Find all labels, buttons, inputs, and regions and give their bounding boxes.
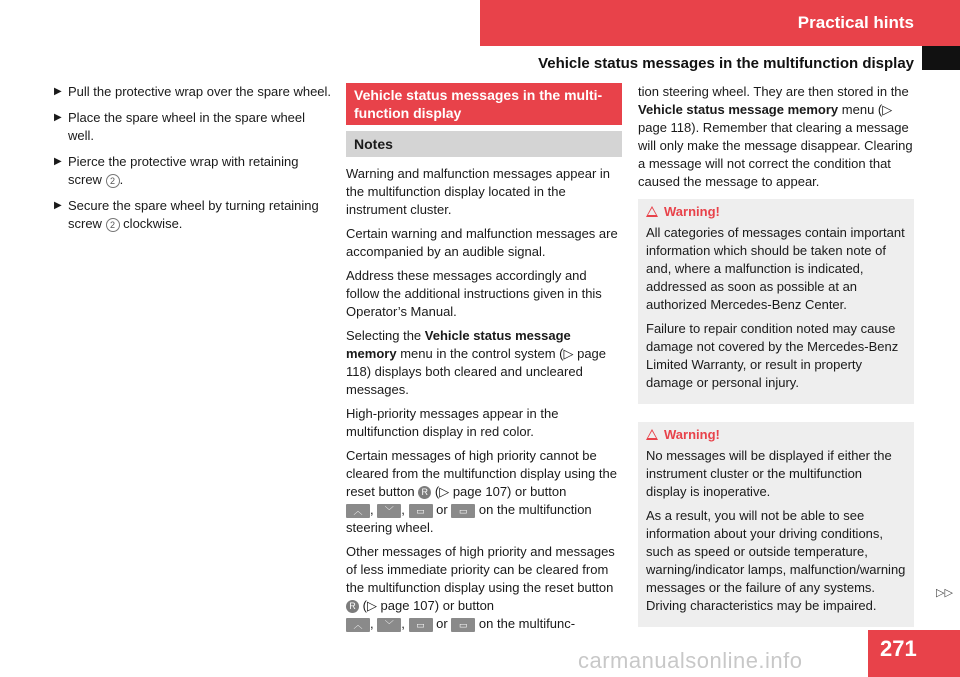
page-down-button-icon: ▭ [451,618,475,632]
warning-triangle-icon [646,429,658,440]
page-number: 271 [880,636,917,661]
warning-triangle-icon [646,206,658,217]
bullet-arrow-icon: ▶ [54,86,62,97]
bullet-arrow-icon: ▶ [54,112,62,123]
reset-button-icon: R [418,486,431,499]
watermark: carmanualsonline.info [578,648,803,673]
reset-button-icon: R [346,600,359,613]
section-title: Practical hints [797,13,914,32]
page-up-button-icon: ▭ [409,504,433,518]
paragraph: Other messages of high priority and messages of less immediate priority can be cleared from the multifunction display using the reset button R (▷ page 107) or button ︿ , ﹀ , ▭ or ▭ on the multifunc- [346,544,615,631]
warning-box: Warning! No messages will be displayed if either the instrument cluster or the multifunction display is inoperative. As a result, you will not be able to see information about your driving conditions, such as speed or outside temperature, warning/indicator lamps, malfunction/warning messages or the failure of any systems. Driving characteristics may be impaired. [638,422,914,627]
warning-box: Warning! All categories of messages contain important information which should be taken note of and, where a malfunction is indicated, addressed as soon as possible at an authorized Mercedes-Benz Center. Failure to repair condition noted may cause damage not covered by the Mercedes-Benz Limited Warranty, or result in property damage or personal injury. [638,199,914,404]
paragraph: Certain warning and malfunction messages are accompanied by an audible signal. [346,226,618,259]
callout-number: 2 [106,218,120,232]
paragraph: tion steering wheel. They are then stored in the Vehicle status message memory menu (▷ page 118). Remember that clearing a message will only make the message disappear. Clearing a message will not correct the condition that caused the message to appear. [638,84,913,189]
notes-heading: Notes [346,131,622,157]
paragraph: Address these messages accordingly and follow the additional instructions given in this Operator’s Manual. [346,268,602,319]
paragraph: Certain messages of high priority cannot be cleared from the multifunction display using the reset button R (▷ page 107) or button ︿ , ﹀ , ▭ or ▭ on the multifunction steering wheel. [346,448,617,535]
paragraph: Selecting the Vehicle status message memory menu in the control system (▷ page 118) displays both cleared and uncleared messages. [346,328,607,397]
up-button-icon: ︿ [346,618,370,632]
down-button-icon: ﹀ [377,618,401,632]
list-item: ▶ Secure the spare wheel by turning retaining screw 2 clockwise. [54,198,319,231]
page-subtitle: Vehicle status messages in the multifunction display [538,55,914,72]
column-3 [638,83,914,627]
paragraph: Warning and malfunction messages appear in the multifunction display located in the instrument cluster. [346,166,610,217]
list-item: ▶ Pull the protective wrap over the spare wheel. [54,84,332,99]
list-item: ▶ Pierce the protective wrap with retaining screw 2 . [54,154,299,187]
paragraph: No messages will be displayed if either the instrument cluster or the multifunction display is inoperative. [646,448,892,499]
callout-number: 2 [106,174,120,188]
continued-marker: ▷▷ [936,587,953,599]
section-heading: Vehicle status messages in the multi-function display [346,83,622,125]
paragraph: High-priority messages appear in the multifunction display in red color. [346,406,559,439]
bullet-arrow-icon: ▶ [54,156,62,167]
page-up-button-icon: ▭ [409,618,433,632]
down-button-icon: ﹀ [377,504,401,518]
bullet-arrow-icon: ▶ [54,200,62,211]
paragraph: As a result, you will not be able to see information about your driving conditions, such as speed or outside temperature, warning/indicator lamps, malfunction/warning messages or the failure of any systems. Driving characteristics may be impaired. [646,508,906,613]
up-button-icon: ︿ [346,504,370,518]
column-2 [346,83,622,639]
page-down-button-icon: ▭ [451,504,475,518]
header-tab-marker [922,46,960,70]
paragraph: Failure to repair condition noted may cause damage not covered by the Mercedes-Benz Limited Warranty, or result in property damage or personal injury. [646,321,899,390]
column-1 [54,83,334,241]
list-item: ▶ Place the spare wheel in the spare wheel well. [54,110,306,143]
paragraph: All categories of messages contain important information which should be taken note of and, where a malfunction is indicated, addressed as soon as possible at an authorized Mercedes-Benz Center. [646,225,905,312]
